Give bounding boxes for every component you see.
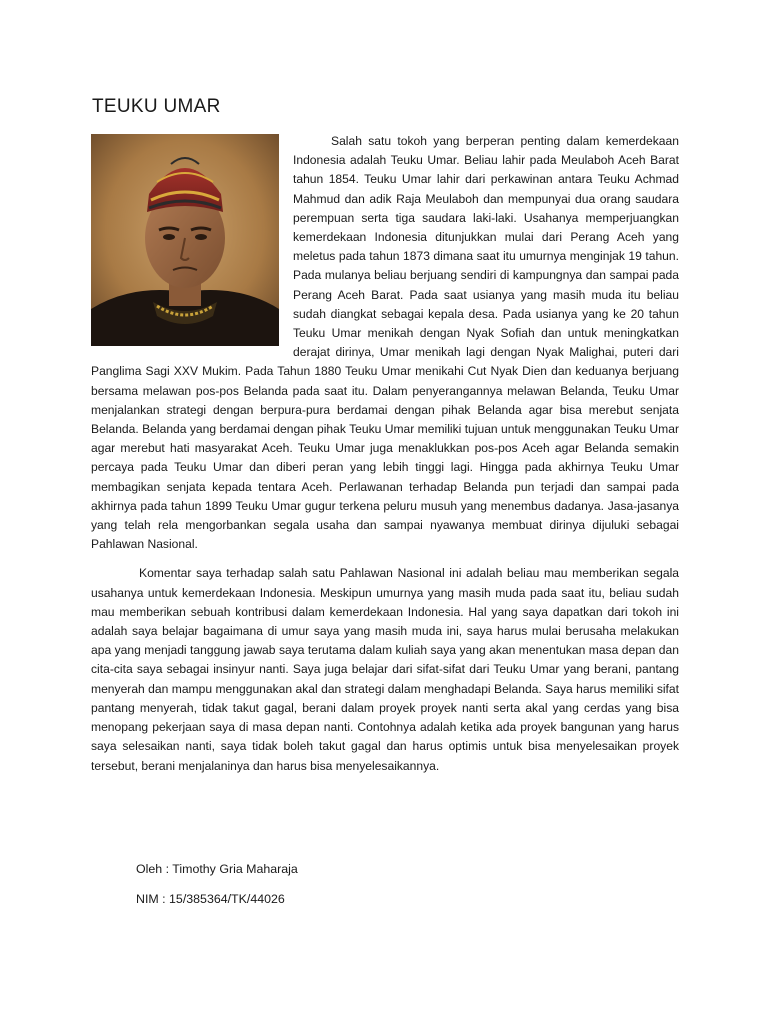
document-title: TEUKU UMAR <box>92 96 221 117</box>
commentary-paragraph: Komentar saya terhadap salah satu Pahlawan Nasional ini adalah beliau mau memberikan segala usahanya untuk kemerdekaan Indonesia. Meskipun umurnya yang masih muda pada saat itu, beliau sudah mau memberikan sebuah kontribusi dalam kemerdekaan Indonesia. Hal yang saya dapatkan dari tokoh ini adalah saya belajar bagaimana di umur saya yang masih muda ini, saya harus mulai berusaha melakukan apa yang menjadi tanggung jawab saya terutama dalam kuliah saya yang akan menentukan masa depan dan cita-cita saya sebagai insinyur nanti. Saya juga belajar dari sifat-sifat dari Teuku Umar yang berani, pantang menyerah dan mampu menggunakan akal dan strategi dalam menghadapi Belanda. Saya harus memiliki sifat pantang menyerah, tidak takut gagal, berani dalam proyek proyek nanti serta akal yang cerdas yang bisa menopang pekerjaan saya di masa depan nanti. Contohnya adalah ketika ada proyek bangunan yang harus saya selesaikan nanti, saya tidak boleh takut gagal dan harus optimis untuk bisa menyelesaikan proyek tersebut, berani menjalaninya dan harus bisa menyelesaikannya. <box>91 566 679 773</box>
author-nim: NIM : 15/385364/TK/44026 <box>136 892 285 906</box>
biography-paragraph: Salah satu tokoh yang berperan penting dalam kemerdekaan Indonesia adalah Teuku Umar. Beliau lahir pada Meulaboh Aceh Barat tahun 1854. Teuku Umar lahir dari perkawinan antara Teuku Achmad Mahmud dan adik Raja Meulaboh dan mempunyai dua orang saudara perempuan serta tiga saudara laki-laki. Usahanya memperjuangkan kemerdekaan Indonesia ditunjukkan mulai dari Perang Aceh yang meletus pada tahun 1873 dimana saat itu umurnya menginjak 19 tahun. Pada mulanya beliau berjuang sendiri di kampungnya dan sampai pada Perang Aceh Barat. Pada saat usianya yang masih muda itu beliau sudah diangkat sebagai kepala desa. Pada usianya yang ke 20 tahun Teuku Umar menikah dengan Nyak Sofiah dan untuk meningkatkan derajat dirinya, Umar menikah lagi dengan Nyak Malighai, puteri dari Panglima Sagi XXV Mukim. Pada Tahun 1880 Teuku Umar menikahi Cut Nyak Dien dan keduanya berjuang bersama melawan pos-pos Belanda pada saat itu. Dalam penyerangannya melawan Belanda, Teuku Umar menjalankan strategi dengan berpura-pura berdamai dengan pihak Belanda agar bisa merebut senjata Belanda. Belanda yang berdamai dengan pihak Teuku Umar memiliki tujuan untuk menggunakan Teuku Umar agar merebut hati masyarakat Aceh. Teuku Umar juga menaklukkan pos-pos Aceh agar Belanda semakin percaya pada Teuku Umar dan diberi peran yang lebih tinggi lagi. Hingga pada akhirnya Teuku Umar membagikan senjata kepada tentara Aceh. Perlawanan terhadap Belanda pun terjadi dan sampai pada akhirnya pada tahun 1899 Teuku Umar gugur terkena peluru musuh yang menembus dadanya. Jasa-jasanya yang telah rela mengorbankan segala usaha dan sampai nyawanya membuat dirinya dijuluki sebagai Pahlawan Nasional. <box>91 134 679 552</box>
document-body <box>91 132 679 786</box>
portrait-image <box>91 134 279 346</box>
author-name: Oleh : Timothy Gria Maharaja <box>136 862 298 876</box>
